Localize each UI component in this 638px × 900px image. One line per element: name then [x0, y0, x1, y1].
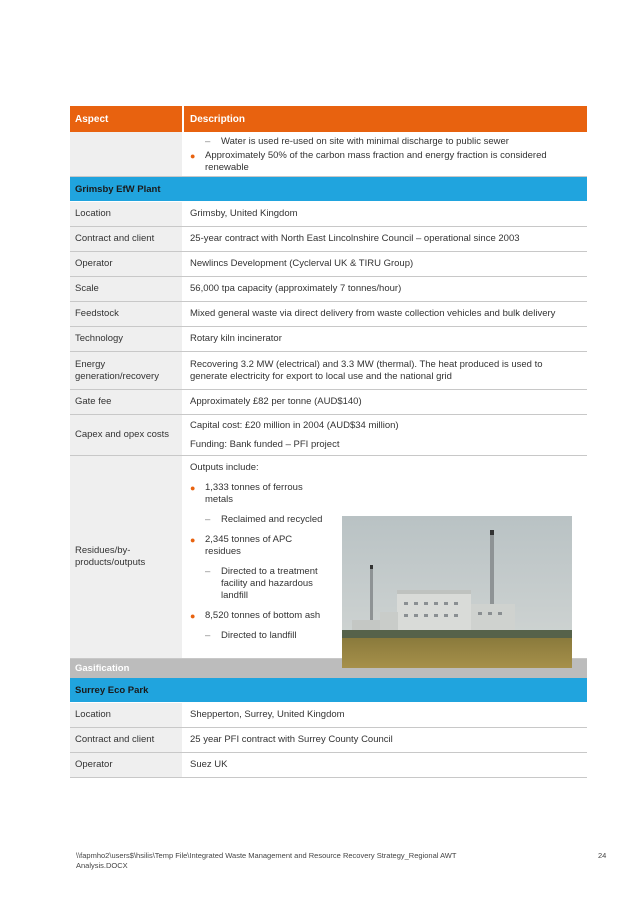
- table-row: Operator Newlincs Development (Cyclerval UK & TIRU Group): [70, 252, 587, 277]
- section-surrey: Surrey Eco Park: [70, 678, 587, 703]
- table-row: Contract and client 25-year contract with North East Lincolnshire Council – operational since 2003: [70, 227, 587, 252]
- list-item: – Directed to a treatment facility and hazardous landfill: [205, 566, 318, 601]
- table-row: Contract and client 25 year PFI contract with Surrey County Council: [70, 728, 587, 753]
- plant-photo: [342, 516, 572, 668]
- section-grimsby: Grimsby EfW Plant: [70, 177, 587, 202]
- data-table: [70, 106, 587, 778]
- list-item: – Reclaimed and recycled: [205, 514, 323, 525]
- table-row: Capex and opex costs Capital cost: £20 million in 2004 (AUD$34 million) Funding: Bank funded – PFI project: [70, 415, 587, 456]
- table-row: Energy generation/recovery Recovering 3.2 MW (electrical) and 3.3 MW (thermal). The heat produced is used to generate electricity for export to local use and the national grid: [70, 352, 587, 390]
- table-row: Feedstock Mixed general waste via direct delivery from waste collection vehicles and bulk delivery: [70, 302, 587, 327]
- list-item: – Directed to landfill: [205, 630, 297, 641]
- continued-row: [70, 132, 587, 177]
- list-item: – Water is used re-used on site with minimal discharge to public sewer: [205, 136, 509, 147]
- table-row: Technology Rotary kiln incinerator: [70, 327, 587, 352]
- footer-path: \\fapmho2\users$\hsilis\Temp File\Integrated Waste Management and Resource Recovery Strategy_Regional AWT Analysis.DOCX: [76, 851, 457, 870]
- table-row: Location Grimsby, United Kingdom: [70, 202, 587, 227]
- table-row: Residues/by-products/outputs Outputs include: ● 1,333 tonnes of ferrous metals – Reclaimed and recycled ● 2,345 tonnes of APC residues – Directed to a treatment facility and hazardous landfill ● 8,520 tonnes of bottom ash – Directed to landfill: [70, 456, 587, 659]
- table-row: Scale 56,000 tpa capacity (approximately 7 tonnes/hour): [70, 277, 587, 302]
- header-description: Description: [182, 106, 587, 132]
- table-row: Operator Suez UK: [70, 753, 587, 778]
- table-header: [70, 106, 587, 132]
- list-item: ● 8,520 tonnes of bottom ash: [190, 610, 321, 621]
- list-item: ● 1,333 tonnes of ferrous metals: [190, 482, 303, 505]
- table-row: Gate fee Approximately £82 per tonne (AUD$140): [70, 390, 587, 415]
- section-gasification: Gasification: [70, 659, 587, 678]
- page-number: 24: [598, 851, 607, 860]
- table-row: Location Shepperton, Surrey, United Kingdom: [70, 703, 587, 728]
- header-aspect: Aspect: [70, 106, 182, 132]
- list-item: ● Approximately 50% of the carbon mass fraction and energy fraction is considered renewable: [190, 150, 547, 173]
- list-item: ● 2,345 tonnes of APC residues: [190, 534, 293, 557]
